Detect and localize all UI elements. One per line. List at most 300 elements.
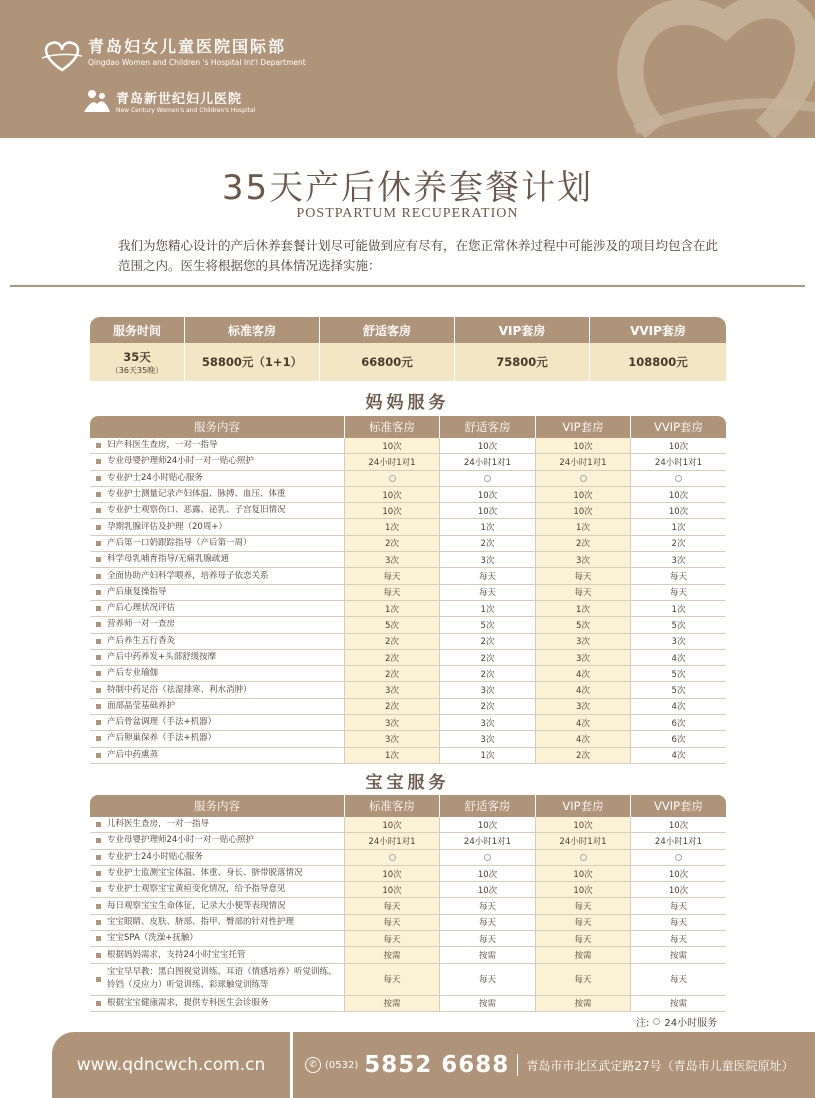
bullet-icon [96,904,101,909]
price-header-cell: VVIP套房 [630,323,686,338]
service-value-cell: 4次 [536,731,631,746]
hospital-logo-nc [82,88,255,114]
service-value-cell: 10次 [536,487,631,502]
service-value-cell: 3次 [536,552,631,567]
service-value-cell: 每天 [345,568,440,583]
service-name: 宝宝SPA（洗澡+抚触） [107,933,198,944]
service-value-cell: 1次 [440,519,536,534]
circle-marker-icon [580,475,587,482]
table-row [90,536,726,552]
service-name-cell [90,519,345,534]
service-value-cell: 6次 [631,731,726,746]
service-value-cell: 每天 [440,964,536,995]
duration-text: 35天 [123,349,151,364]
circle-marker-icon [580,854,587,861]
service-value-cell: 24小时1对1 [440,833,536,848]
table-row [90,617,726,633]
service-value-cell: 按需 [536,996,631,1011]
service-value-cell: 3次 [440,731,536,746]
service-value-cell: 2次 [345,634,440,649]
service-name: 产后心理状况评估 [107,603,176,614]
service-name: 产后养生五行香灸 [107,635,176,646]
contact-block [290,1032,815,1098]
service-name: 根据妈妈需求，支持24小时宝宝托管 [107,949,246,960]
service-name-cell [90,471,345,486]
service-value-cell: 10次 [345,817,440,832]
service-value-cell: 3次 [440,715,536,730]
service-value-cell: 每天 [631,568,726,583]
service-value-cell: 每天 [536,585,631,600]
service-name: 专业护士监测宝宝体温、体重、身长、脐带脱落情况 [107,868,303,879]
bullet-icon [96,1001,101,1006]
bullet-icon [96,443,101,448]
service-name: 专业护士观察伤口、恶露、泌乳、子宫复旧情况 [107,505,286,516]
service-name-cell [90,650,345,665]
service-value-cell: 3次 [345,715,440,730]
service-value-cell: 5次 [631,666,726,681]
service-name: 每日观察宝宝生命体征，记录大小便等表现情况 [107,900,286,911]
column-header: VVIP套房 [653,420,704,434]
service-value-cell: 4次 [631,650,726,665]
service-value-cell: 按需 [345,996,440,1011]
intro-paragraph: 我们为您精心设计的产后休养套餐计划尽可能做到应有尽有，在您正常休养过程中可能涉及的项目均包含在此范围之内。医生将根据您的具体情况选择实施： [118,238,719,273]
legend-note [636,1014,717,1029]
table-row [90,454,726,470]
service-name-cell [90,438,345,453]
bullet-icon [96,459,101,464]
header-band [0,0,815,138]
bullet-icon [96,688,101,693]
service-value-cell: 每天 [345,585,440,600]
service-value-cell: 1次 [345,748,440,763]
service-name: 产后康复操指导 [107,586,167,597]
price-cell: 108800元 [628,355,688,369]
service-name-cell [90,964,345,995]
service-value-cell: 2次 [440,634,536,649]
baby-section-heading: 宝宝服务 [365,773,450,793]
service-value-cell: 3次 [345,682,440,697]
service-value-cell [440,471,536,486]
service-value-cell: 每天 [345,898,440,913]
bullet-icon [96,855,101,860]
service-value-cell: 1次 [345,519,440,534]
service-name-cell [90,536,345,551]
service-value-cell: 3次 [536,650,631,665]
circle-marker-icon [484,475,491,482]
service-value-cell: 10次 [345,882,440,897]
baby-table-header [90,795,726,817]
column-header: VIP套房 [536,416,631,438]
bullet-icon [96,655,101,660]
table-row [90,519,726,535]
service-value-cell: 2次 [440,536,536,551]
note-text: 24小时服务 [664,1018,718,1029]
heart-logo-icon [40,38,84,74]
service-name-cell [90,634,345,649]
service-value-cell: 每天 [345,915,440,930]
bullet-icon [96,476,101,481]
service-value-cell: 每天 [536,964,631,995]
price-cell: 66800元 [320,343,455,381]
family-logo-icon [82,88,112,114]
bullet-icon [96,936,101,941]
logo1-en-text: Qingdao Women and Children 's Hospital Int'l Department [88,58,306,67]
column-header: 标准客房 [345,416,440,438]
area-code: (0532) [325,1059,359,1071]
service-name: 专业护士24小时贴心服务 [107,472,203,483]
mom-table-header [90,416,726,438]
table-row [90,585,726,601]
duration-cell [90,343,185,381]
column-header: VVIP套房 [653,799,704,813]
service-name-cell [90,552,345,567]
service-value-cell: 4次 [536,715,631,730]
service-value-cell: 每天 [440,585,536,600]
service-value-cell: 10次 [631,866,726,881]
service-value-cell: 24小时1对1 [536,833,631,848]
service-value-cell: 3次 [440,552,536,567]
service-name: 产后中药养发+头部舒缓按摩 [107,652,217,662]
table-row [90,503,726,519]
service-value-cell: 每天 [631,585,726,600]
service-name: 产后卵巢保养（手法+机器） [107,733,217,744]
table-row [90,866,726,882]
service-value-cell: 按需 [536,947,631,962]
service-name: 科学母乳哺育指导/无痛乳腺疏通 [107,554,229,565]
service-value-cell: 5次 [440,617,536,632]
price-header-cell: 服务时间 [90,317,185,343]
price-cell: 75800元 [455,343,590,381]
table-row [90,996,726,1012]
service-value-cell: 10次 [345,866,440,881]
service-name: 专业护士24小时贴心服务 [107,851,203,862]
logo2-cn-text: 青岛新世纪妇儿医院 [116,92,243,107]
service-name: 全面协助产妇科学喂养，培养母子依恋关系 [107,570,269,581]
service-value-cell: 5次 [345,617,440,632]
bullet-icon [96,736,101,741]
service-value-cell: 1次 [536,519,631,534]
service-value-cell: 2次 [440,699,536,714]
service-value-cell: 3次 [345,552,440,567]
bullet-icon [96,953,101,958]
service-value-cell: 10次 [345,487,440,502]
service-value-cell: 2次 [345,650,440,665]
bullet-icon [96,920,101,925]
price-data-row [90,343,726,381]
service-value-cell: 按需 [345,947,440,962]
service-value-cell: 2次 [536,536,631,551]
service-name-cell [90,454,345,469]
phone-number[interactable]: 5852 6688 [364,1052,510,1078]
service-value-cell: 10次 [536,438,631,453]
service-value-cell: 1次 [631,601,726,616]
table-row [90,487,726,503]
service-value-cell: 每天 [345,931,440,946]
service-name-cell [90,666,345,681]
service-value-cell: 1次 [631,519,726,534]
price-header-row [90,317,726,343]
service-name-cell [90,898,345,913]
service-value-cell: 5次 [536,617,631,632]
table-row [90,931,726,947]
bullet-icon [96,557,101,562]
service-value-cell [345,471,440,486]
service-name: 产后第一口奶跟踪指导（产后第一周） [107,537,252,548]
service-value-cell: 按需 [631,996,726,1011]
service-value-cell: 2次 [440,650,536,665]
duration-sub-text: （36天35晚） [110,365,164,375]
service-value-cell: 10次 [440,882,536,897]
service-name-cell [90,585,345,600]
service-name: 妇产科医生查房，一对一指导 [107,440,218,451]
service-name-cell [90,715,345,730]
service-value-cell: 按需 [631,947,726,962]
service-value-cell: 3次 [536,699,631,714]
service-value-cell: 24小时1对1 [345,454,440,469]
table-row [90,915,726,931]
service-value-cell: 4次 [536,666,631,681]
bullet-icon [96,574,101,579]
service-value-cell: 3次 [440,682,536,697]
table-row [90,634,726,650]
circle-marker-icon [653,1018,660,1025]
service-name: 宝宝早早教：黑白图视觉训练、耳语（情感培养）听觉训练、铃铛（反应力）听觉训练、彩球触觉训练等 [107,967,337,991]
footer [0,1032,815,1098]
bullet-icon [96,671,101,676]
table-row [90,682,726,698]
service-value-cell: 24小时1对1 [440,454,536,469]
service-value-cell: 每天 [440,915,536,930]
service-value-cell: 每天 [536,931,631,946]
service-name-cell [90,947,345,962]
bullet-icon [96,822,101,827]
page-subtitle: POSTPARTUM RECUPERATION [296,206,519,221]
service-value-cell: 10次 [631,487,726,502]
service-value-cell: 2次 [536,748,631,763]
bullet-icon [96,590,101,595]
bullet-icon [96,639,101,644]
bullet-icon [96,508,101,513]
service-value-cell: 每天 [440,898,536,913]
service-value-cell: 5次 [631,617,726,632]
logo2-en-text: New Century Women's and Children's Hospital [116,107,256,114]
service-value-cell [631,471,726,486]
service-name: 专业母婴护理师24小时一对一贴心照护 [107,835,254,846]
price-cell: 58800元（1+1） [185,343,320,381]
service-value-cell: 24小时1对1 [631,454,726,469]
table-row [90,731,726,747]
service-value-cell: 2次 [631,536,726,551]
service-name-cell [90,731,345,746]
service-value-cell [536,850,631,865]
service-value-cell: 10次 [536,882,631,897]
mom-section-heading: 妈妈服务 [365,393,450,413]
service-value-cell: 1次 [440,601,536,616]
service-value-cell: 5次 [631,682,726,697]
address-text: 青岛市市北区武定路27号（青岛市儿童医院原址） [526,1058,794,1073]
column-header: 标准客房 [345,795,440,817]
service-value-cell [536,471,631,486]
table-row [90,964,726,996]
divider [10,285,805,287]
column-header: 舒适客房 [440,416,536,438]
table-row [90,898,726,914]
bullet-icon [96,525,101,530]
logo1-cn-text: 青岛妇女儿童医院国际部 [88,37,287,56]
service-value-cell: 2次 [345,699,440,714]
price-table [90,317,726,381]
service-name-cell [90,487,345,502]
table-row [90,748,726,764]
table-row [90,601,726,617]
column-header: 舒适客房 [440,795,536,817]
price-header-cell: 舒适客房 [320,317,455,343]
service-name: 孕期乳腺评估及护理（20周+） [107,521,227,532]
service-value-cell: 按需 [440,947,536,962]
service-name-cell [90,699,345,714]
service-value-cell: 每天 [536,568,631,583]
bullet-icon [96,704,101,709]
service-value-cell: 每天 [631,915,726,930]
table-row [90,699,726,715]
service-value-cell: 3次 [536,634,631,649]
circle-marker-icon [389,475,396,482]
service-name-cell [90,866,345,881]
table-row [90,438,726,454]
service-value-cell: 1次 [440,748,536,763]
table-row [90,850,726,866]
website-block [52,1032,290,1098]
column-header: VIP套房 [536,795,631,817]
service-name: 产后骨盆调理（手法+机器） [107,717,217,728]
bullet-icon [96,871,101,876]
service-name-cell [90,617,345,632]
service-value-cell: 10次 [345,503,440,518]
service-name: 专业护士测量记录产妇体温、脉搏、血压、体重 [107,489,286,500]
service-value-cell: 每天 [440,931,536,946]
service-name: 产后中药熏蒸 [107,749,159,760]
service-name: 面部晶莹基础养护 [107,700,176,711]
service-value-cell: 每天 [536,898,631,913]
heart-decoration-icon [615,0,815,138]
service-value-cell: 每天 [536,915,631,930]
service-value-cell: 每天 [440,568,536,583]
service-value-cell: 2次 [345,666,440,681]
service-value-cell: 24小时1对1 [536,454,631,469]
table-row [90,817,726,833]
service-value-cell: 2次 [440,666,536,681]
service-value-cell: 10次 [440,817,536,832]
hospital-logo-intl [40,38,306,74]
service-value-cell: 1次 [345,601,440,616]
service-value-cell: 10次 [440,866,536,881]
table-row [90,882,726,898]
service-value-cell: 每天 [631,964,726,995]
service-name: 儿科医生查房，一对一指导 [107,819,210,830]
service-value-cell: 3次 [345,731,440,746]
circle-marker-icon [389,854,396,861]
service-name: 专业母婴护理师24小时一对一贴心照护 [107,456,254,467]
column-header: 服务内容 [90,795,345,817]
service-value-cell [440,850,536,865]
service-name-cell [90,996,345,1011]
service-value-cell: 10次 [440,487,536,502]
service-value-cell: 每天 [345,964,440,995]
service-value-cell: 10次 [440,503,536,518]
service-value-cell: 10次 [631,817,726,832]
service-name-cell [90,682,345,697]
website-link[interactable]: www.qdncwch.com.cn [76,1055,266,1075]
service-value-cell: 10次 [536,866,631,881]
footer-separator [517,1054,518,1076]
service-name-cell [90,503,345,518]
service-value-cell [631,850,726,865]
table-row [90,568,726,584]
service-value-cell: 10次 [631,882,726,897]
service-value-cell: 4次 [631,699,726,714]
service-value-cell: 10次 [345,438,440,453]
service-name: 营养师一对一查房 [107,619,176,630]
service-name: 特制中药足浴（祛湿排寒、利水消肿） [107,684,252,695]
column-header: 服务内容 [90,416,345,438]
service-name-cell [90,601,345,616]
price-header-cell: 标准客房 [185,317,320,343]
service-name-cell [90,915,345,930]
service-name: 宝宝眼睛、皮肤、脐部、指甲、臀部的针对性护理 [107,916,295,927]
circle-marker-icon [675,475,682,482]
service-value-cell: 10次 [631,503,726,518]
table-row [90,947,726,963]
table-row [90,666,726,682]
service-name: 产后专业瑜伽 [107,668,159,679]
page-title: 35天产后休养套餐计划 [221,168,594,208]
service-value-cell [345,850,440,865]
service-name-cell [90,882,345,897]
service-value-cell: 按需 [440,996,536,1011]
table-row [90,552,726,568]
service-value-cell: 6次 [631,715,726,730]
phone-icon: ✆ [305,1057,321,1073]
bullet-icon [96,887,101,892]
bullet-icon [96,720,101,725]
bullet-icon [96,606,101,611]
service-value-cell: 10次 [631,438,726,453]
circle-marker-icon [675,854,682,861]
bullet-icon [96,622,101,627]
bullet-icon [96,541,101,546]
table-row [90,833,726,849]
table-row [90,715,726,731]
service-value-cell: 24小时1对1 [345,833,440,848]
service-name-cell [90,817,345,832]
service-name-cell [90,568,345,583]
service-name-cell [90,748,345,763]
service-name-cell [90,850,345,865]
service-value-cell: 4次 [631,748,726,763]
service-value-cell: 10次 [536,817,631,832]
bullet-icon [96,838,101,843]
service-value-cell: 1次 [536,601,631,616]
bullet-icon [96,977,101,982]
service-name-cell [90,833,345,848]
service-value-cell: 24小时1对1 [631,833,726,848]
bullet-icon [96,753,101,758]
table-row [90,471,726,487]
mom-service-table [90,416,726,764]
service-value-cell: 每天 [631,898,726,913]
price-header-cell: VIP套房 [455,317,590,343]
circle-marker-icon [484,854,491,861]
